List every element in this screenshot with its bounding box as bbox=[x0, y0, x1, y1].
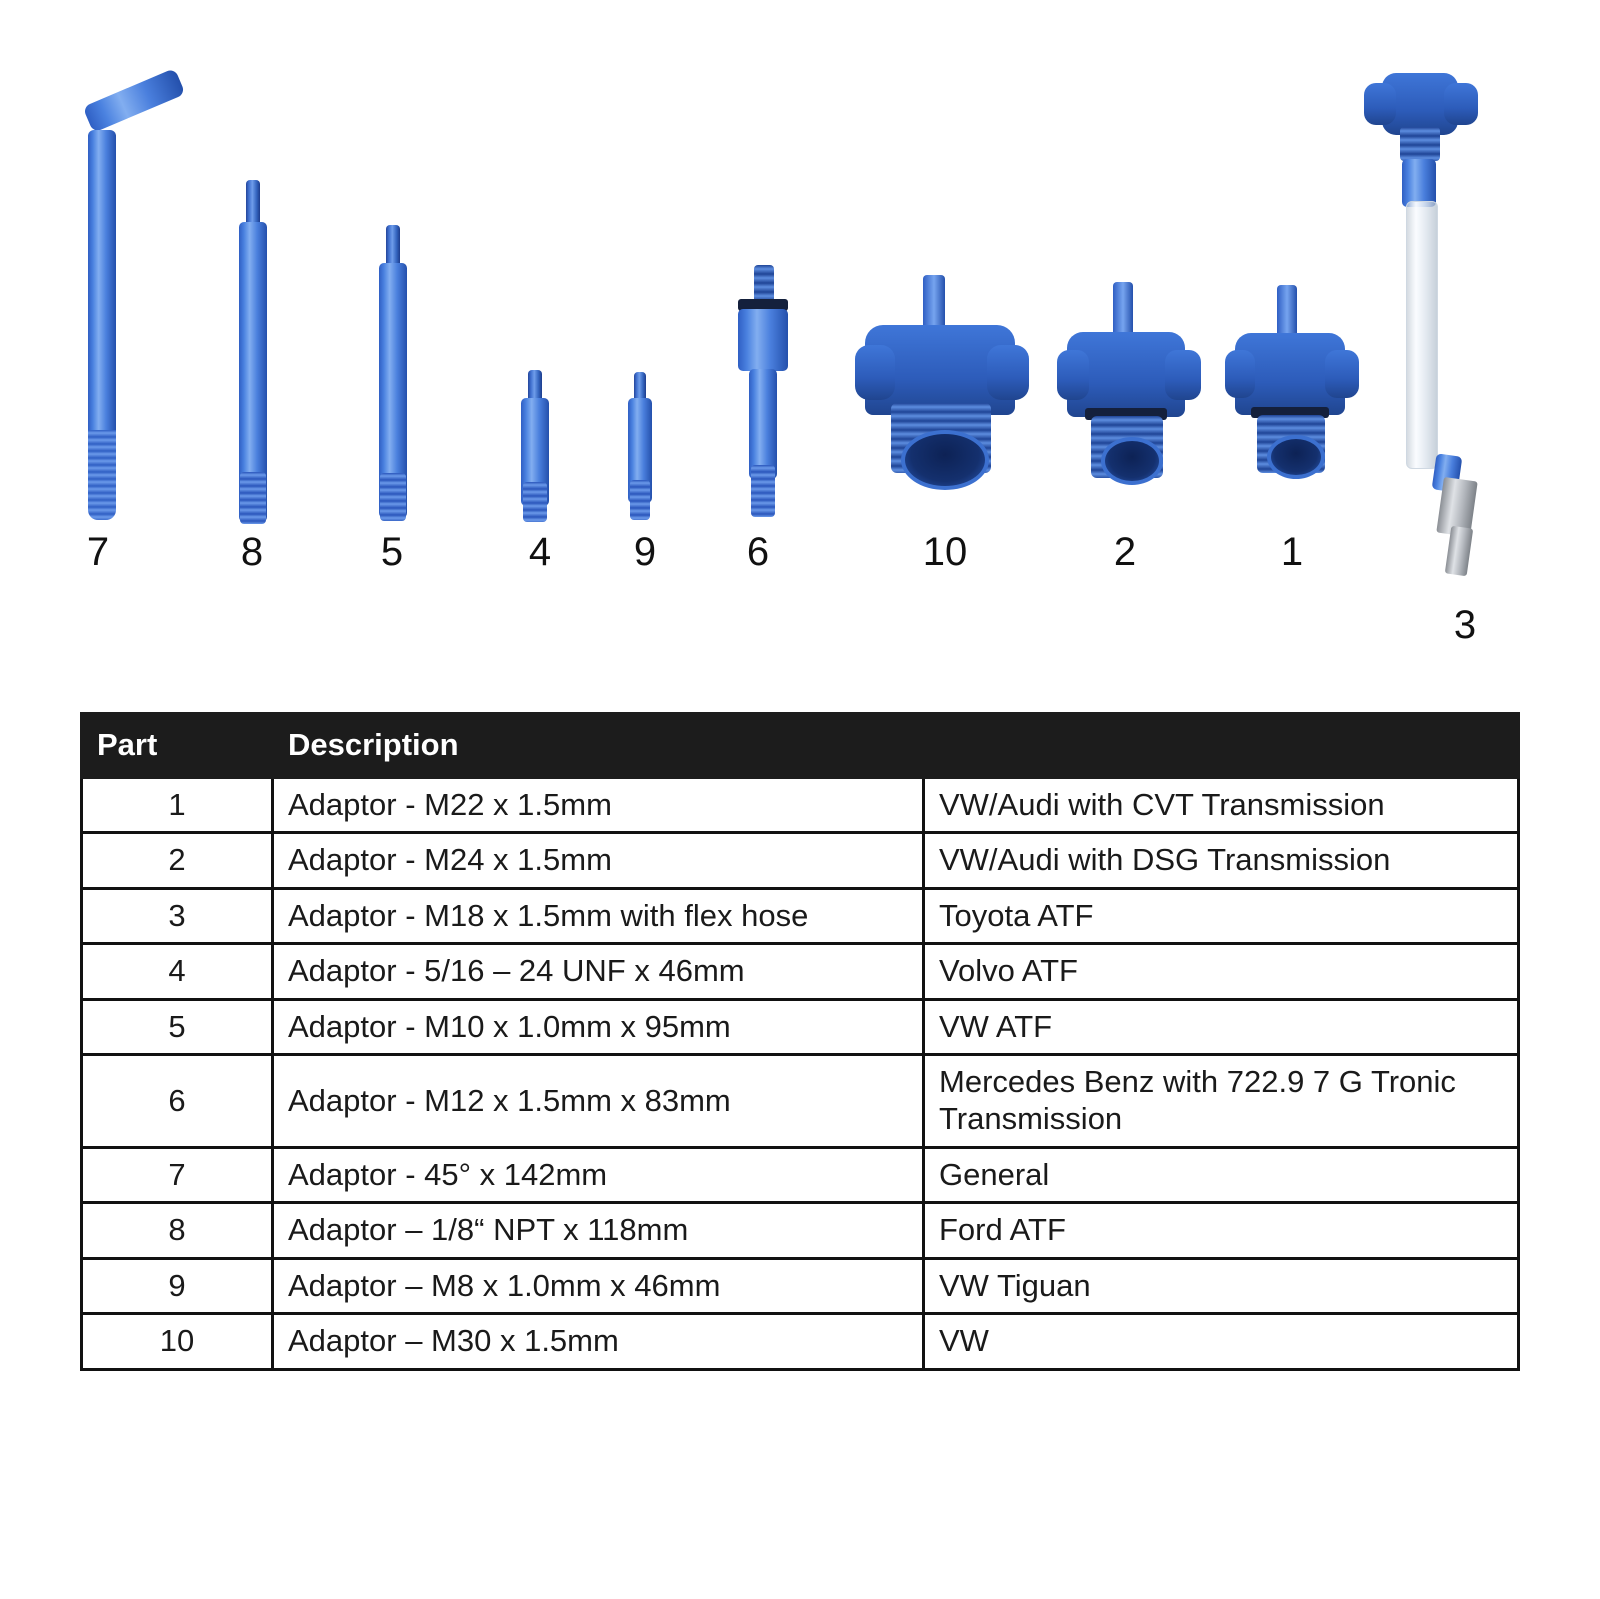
part-label-9: 9 bbox=[633, 530, 657, 574]
bore-opening bbox=[1101, 437, 1163, 485]
hex-body bbox=[738, 309, 788, 371]
table-row bbox=[82, 1203, 1519, 1259]
table-body bbox=[82, 777, 1519, 1369]
parts-table-container bbox=[80, 712, 1520, 1371]
part-8-adaptor-npt bbox=[230, 180, 290, 520]
cell-description: Adaptor - M22 x 1.5mm bbox=[273, 777, 924, 833]
part-1-adaptor-m22 bbox=[1225, 285, 1385, 500]
ribbed-barb bbox=[523, 482, 547, 522]
cell-part: 1 bbox=[82, 777, 273, 833]
part-2-adaptor-m24 bbox=[1055, 282, 1225, 502]
bore-opening bbox=[1267, 435, 1325, 479]
cell-description: Adaptor – M30 x 1.5mm bbox=[273, 1314, 924, 1370]
cell-part: 2 bbox=[82, 833, 273, 889]
table-header-row bbox=[82, 714, 1519, 778]
part-9-adaptor-m8 bbox=[620, 372, 680, 522]
wing-right bbox=[1325, 350, 1359, 398]
part-4-adaptor-unf bbox=[512, 370, 572, 525]
cell-part: 9 bbox=[82, 1258, 273, 1314]
part-6-adaptor-m12 bbox=[730, 265, 810, 525]
male-thread bbox=[1400, 127, 1440, 161]
table-row bbox=[82, 1314, 1519, 1370]
column-header-part: Part bbox=[82, 714, 273, 778]
cell-application: General bbox=[924, 1147, 1519, 1203]
hose-barb bbox=[1277, 285, 1297, 337]
cell-part: 3 bbox=[82, 888, 273, 944]
cell-application: VW ATF bbox=[924, 999, 1519, 1055]
cell-description: Adaptor – M8 x 1.0mm x 46mm bbox=[273, 1258, 924, 1314]
tube-body bbox=[749, 369, 777, 479]
cell-description: Adaptor - 45° x 142mm bbox=[273, 1147, 924, 1203]
cell-application: Volvo ATF bbox=[924, 944, 1519, 1000]
wing-right bbox=[987, 345, 1029, 400]
cell-description: Adaptor - M24 x 1.5mm bbox=[273, 833, 924, 889]
wing-left bbox=[1364, 83, 1396, 125]
table-row bbox=[82, 944, 1519, 1000]
table-header bbox=[82, 714, 1519, 778]
table-row bbox=[82, 999, 1519, 1055]
cell-description: Adaptor - 5/16 – 24 UNF x 46mm bbox=[273, 944, 924, 1000]
cell-description: Adaptor - M12 x 1.5mm x 83mm bbox=[273, 1055, 924, 1147]
table-row bbox=[82, 777, 1519, 833]
cell-part: 10 bbox=[82, 1314, 273, 1370]
cell-description: Adaptor - M10 x 1.0mm x 95mm bbox=[273, 999, 924, 1055]
clear-flex-hose bbox=[1406, 201, 1438, 469]
cell-application: Toyota ATF bbox=[924, 888, 1519, 944]
wing-left bbox=[1225, 350, 1255, 398]
wing-right bbox=[1165, 350, 1201, 400]
part-label-7: 7 bbox=[86, 530, 110, 574]
wing-left bbox=[855, 345, 895, 400]
wing-left bbox=[1057, 350, 1089, 400]
part-label-1: 1 bbox=[1280, 530, 1304, 574]
part-5-adaptor-m10 bbox=[370, 225, 430, 525]
column-header-application bbox=[924, 714, 1519, 778]
table-row bbox=[82, 1258, 1519, 1314]
wing-right bbox=[1444, 83, 1478, 125]
cell-application: Mercedes Benz with 722.9 7 G Tronic Transmission bbox=[924, 1055, 1519, 1147]
table-row bbox=[82, 1147, 1519, 1203]
part-label-3: 3 bbox=[1453, 603, 1477, 647]
cell-application: VW bbox=[924, 1314, 1519, 1370]
threaded-tip bbox=[246, 180, 260, 228]
column-header-description: Description bbox=[273, 714, 924, 778]
cell-part: 8 bbox=[82, 1203, 273, 1259]
cell-description: Adaptor – 1/8“ NPT x 118mm bbox=[273, 1203, 924, 1259]
cell-part: 4 bbox=[82, 944, 273, 1000]
ribbed-barb bbox=[240, 472, 266, 524]
hose-collar-upper bbox=[1402, 159, 1436, 207]
part-label-4: 4 bbox=[528, 530, 552, 574]
part-label-2: 2 bbox=[1113, 530, 1137, 574]
threaded-tip bbox=[386, 225, 400, 267]
cell-application: VW Tiguan bbox=[924, 1258, 1519, 1314]
cell-part: 6 bbox=[82, 1055, 273, 1147]
threaded-tip bbox=[754, 265, 774, 303]
part-10-adaptor-m30 bbox=[855, 275, 1045, 505]
table-row bbox=[82, 833, 1519, 889]
ribbed-barb bbox=[630, 480, 650, 520]
part-label-5: 5 bbox=[380, 530, 404, 574]
part-3-adaptor-m18-flex-hose bbox=[1390, 65, 1540, 585]
table-row bbox=[82, 1055, 1519, 1147]
cell-application: VW/Audi with DSG Transmission bbox=[924, 833, 1519, 889]
part-7-adaptor-45-degree bbox=[60, 60, 220, 540]
parts-table bbox=[80, 712, 1520, 1371]
part-label-10: 10 bbox=[922, 530, 968, 574]
cell-part: 7 bbox=[82, 1147, 273, 1203]
parts-illustration bbox=[0, 0, 1600, 680]
cell-application: VW/Audi with CVT Transmission bbox=[924, 777, 1519, 833]
part-label-8: 8 bbox=[240, 530, 264, 574]
ribbed-barb bbox=[88, 430, 116, 520]
bore-opening bbox=[901, 430, 989, 490]
hose-barb bbox=[1113, 282, 1133, 337]
table-row bbox=[82, 888, 1519, 944]
part-label-6: 6 bbox=[746, 530, 770, 574]
ribbed-barb bbox=[380, 473, 406, 521]
elbow-bend bbox=[83, 68, 186, 133]
cell-description: Adaptor - M18 x 1.5mm with flex hose bbox=[273, 888, 924, 944]
cell-part: 5 bbox=[82, 999, 273, 1055]
ribbed-barb bbox=[751, 465, 775, 517]
cell-application: Ford ATF bbox=[924, 1203, 1519, 1259]
